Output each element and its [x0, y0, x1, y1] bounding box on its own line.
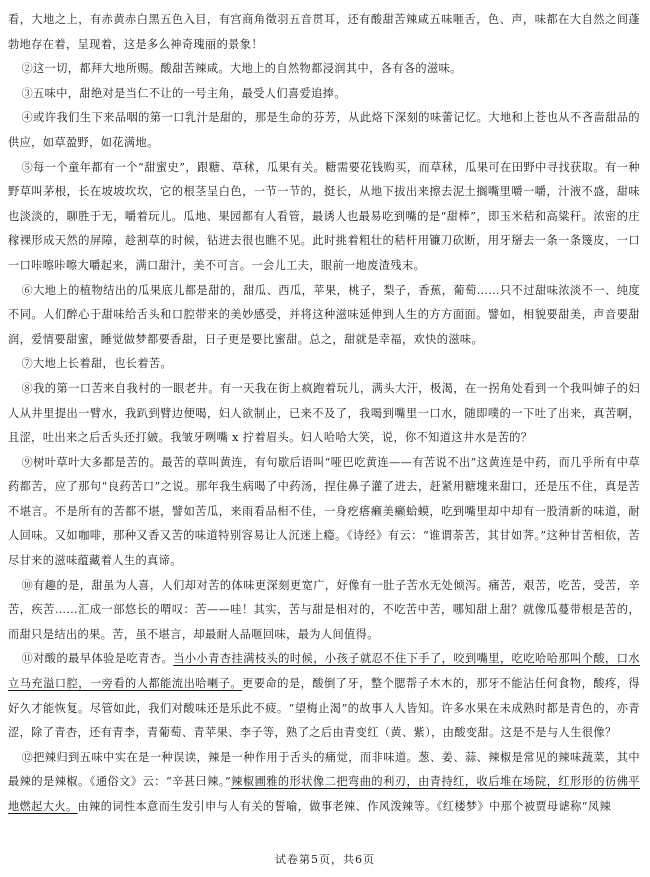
paragraph-4 — [8, 106, 640, 155]
paragraph-text: ⑤每一个童年都有一个“甜蜜史”，跟糖、草秫，瓜果有关。糖需要花钱购买，而草秫，瓜果可在田野中寻找获取。有一种野草叫茅根，长在坡坡坎坎，它的根茎呈白色，一节一节的，挺长，从地下拔出来擦去泥土搁嘴里嚼一嚼，汁液不盛，甜味也淡淡的，聊胜于无，嚼着玩儿。瓜地、果园都有人看管，最诱人也最易吃到嘴的是“甜棒”，即玉米秸和高粱秆。浓密的庄稼裸形成天然的屏障，趁割草的时候，钻进去很也瞧不见。此时挑着粗壮的秸杆用镰刀砍断，用牙掰去一条一条篾皮，一口一口咔嚓咔嚓大嚼起来，满口甜汁，美不可言。一会儿工夫，眼前一地废渣残末。 — [8, 160, 640, 272]
paragraph-11 — [8, 647, 640, 745]
underlined-sentence: 当小小青杏挂满枝头的时候，小孩子就忍不住下手了，咬到嘴里，吃吃哈哈那叫个酸，口水立马充溢口腔，一旁看的人都能流出哈喇子。 — [8, 652, 640, 691]
paragraph-text: ⑨树叶草叶大多都是苦的。最苦的草叫黄连，有句歇后语叫“哑巴吃黄连——有苦说不出”这黄连是中药，而几乎所有中草药都苦，应了那句“良药苦口”之说。那年我生病喝了中药汤，捏住鼻子灌了进去，赶紧用糖塊来甜口，还是压不住，真是苦不堪言。不是所有的苦都不堪，譬如苦瓜，来雨看品相不佳，一身疙瘩癞美癞蛤蟆，吃到嘴里却中却有一股清新的味道，耐人回味。又如咖啡，那种又香又苦的味道特别容易让人沉迷上瘾。《诗经》有云：“谁谓荼苦，其甘如荠。”这种甘苦相依，苦尽甘来的滋味蕴藏着人生的真谛。 — [8, 455, 640, 568]
paragraph-10 — [8, 574, 640, 648]
paragraph-7 — [8, 352, 640, 377]
paragraph-text: ⑫把辣归到五味中实在是一种误读，辣是一种作用于舌头的痛觉，而非味道。葱、姜、蒜、辣椒是常见的辣味蔬菜，其中最辣的是辣椒。《通俗文》云：“辛甚曰辣。” — [8, 750, 640, 789]
paragraph-text: 更要命的是，酸倒了牙，整个腮帮子木木的，那牙不能沾任何食物，酸疼，得好久才能恢复。尽管如此，我们对酸味还是乐此不疲。“望梅止渴”的故事人人皆知。许多水果在未成熟时都是青色的，亦青涩，除了青杏，还有青李，青葡萄、青苹果、李子等，熟了之后由青变红（黄、紫），由酸变甜。这是不是与人生很像？ — [8, 677, 640, 740]
page-footer: 试卷第5页，共6页 — [275, 853, 375, 866]
paragraph-text: ②这一切，都拜大地所赐。酸甜苦辣咸。大地上的自然物都浸润其中，各有各的滋味。 — [21, 62, 462, 76]
paragraph-2 — [8, 57, 640, 82]
paragraph-text: ④或许我们生下来品咽的第一口乳汁是甜的，那是生命的芬芳，从此烙下深刻的味蕾记忆。大地和上苍也从不吝啬甜品的供应，如草盈野，如花满地。 — [8, 111, 640, 149]
paragraph-1 — [8, 8, 640, 57]
paragraph-6 — [8, 279, 640, 353]
article-body — [8, 8, 640, 820]
paragraph-text: ⑥大地上的植物结出的瓜果底儿都是甜的，甜瓜、西瓜，苹果，桃子，梨子，香蕉，葡萄……只不过甜味浓淡不一、纯度不同。人们醉心于甜味给舌头和口腔带来的美妙感受，并将这种滋味延伸到人生的方方面面。譬如，相貌要甜美，声音要甜润，爱情要甜蜜，睡觉做梦都要香甜，日子更是要比蜜甜。总之，甜就是幸福，欢快的滋味。 — [8, 283, 640, 346]
paragraph-text: ③五味中，甜绝对是当仁不让的一号主角，最受人们喜爱追捧。 — [21, 86, 346, 100]
paragraph-text: ⑦大地上长着甜，也长着苦。 — [21, 357, 173, 371]
paragraph-9 — [8, 451, 640, 574]
paragraph-text: ⑪对酸的最早体验是吃青杏。 — [21, 652, 174, 666]
paragraph-text: 由辣的词性本意而生发引申与人有关的誓喻，做事老辣、作风泼辣等。《红楼梦》中那个被贾母谑称“凤辣 — [77, 800, 612, 813]
underlined-sentence: 辣椒圃雅的形状像二把弯曲的利刃，由青持红，收后堆在场院，红形形的彷佛平地燃起大火。 — [8, 775, 640, 813]
paragraph-5 — [8, 156, 640, 279]
paragraph-8 — [8, 377, 640, 451]
paragraph-text: 看，大地之上，有赤黄赤白黑五色入目，有宫商角徵羽五音贯耳，还有酸甜苦辣咸五味咂舌，色、声，味都在大自然之间蓬勃地存在着，呈现着，这是多么神奇瑰丽的景象！ — [8, 13, 640, 51]
paragraph-3 — [8, 82, 640, 107]
paragraph-text: ⑩有趣的是，甜虽为人喜，人们却对苦的体味更深刻更宽广，好像有一肚子苦水无处倾泻。痛苦，艰苦，吃苦，受苦，辛苦，疾苦……汇成一部悠长的喟叹：苦——哇！其实，苦与甜是相对的，不吃苦中苦，哪知甜上甜？就像瓜蔓带根是苦的，而甜只是结出的果。苦，虽不堪言，却最耐人品咂回味，最为人间值得。 — [8, 578, 640, 641]
paragraph-text: ⑧我的第一口苦来自我村的一眼老井。有一天我在街上疯跑着玩儿，满头大汗，极渴，在一拐角处看到一个我叫婶子的妇人从井里提出一臂水，我趴到臂边便喝，妇人欲制止，已来不及了，我喝到嘴里一口水，随即噗的一下吐了出来，真苦啊，且涩，吐出来之后舌头还打皴。我皱牙咧嘴 x 拧着眉头。妇人哈哈大笑，说，你不知道这井水是苦的？ — [8, 381, 640, 445]
paragraph-12 — [8, 746, 640, 820]
